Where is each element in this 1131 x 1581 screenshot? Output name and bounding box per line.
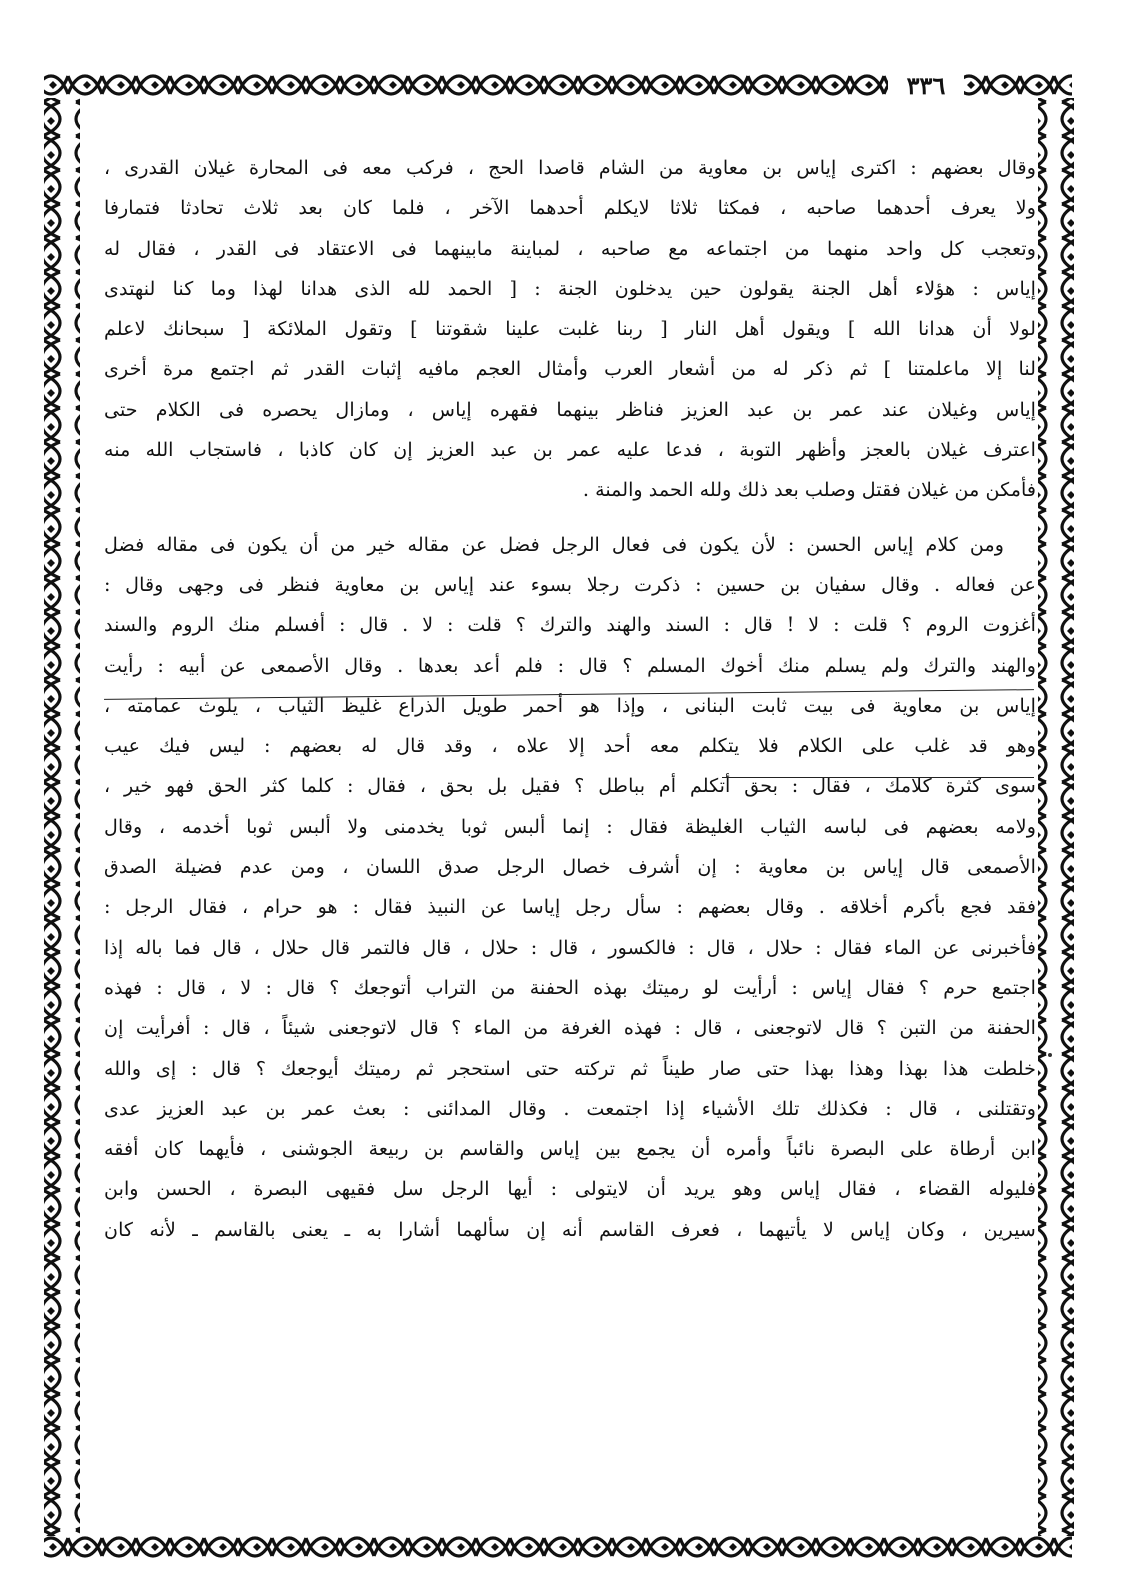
text-line: وقال بعضهم : اكترى إياس بن معاوية من الشام قاصدا الحج ، فركب معه فى المحارة غيلان القدرى ،: [104, 156, 1036, 179]
text-line: والهند والترك ولم يسلم منك أخوك المسلم ؟ قال : فلم أعد بعدها . وقال الأصمعى عن أبيه : رأيت: [104, 653, 1036, 677]
text-line: فليوله القضاء ، فقال إياس وهو يريد أن لايتولى : أيها الرجل سل فقيهى البصرة ، الحسن وابن: [104, 1177, 1036, 1201]
text-line: وهو قد غلب على الكلام فلا يتكلم معه أحد إلا علاه ، وقد قال له بعضهم : ليس فيك عيب: [104, 734, 1036, 758]
text-line: الأصمعى قال إياس بن معاوية : إن أشرف خصال الرجل صدق اللسان ، ومن عدم فضيلة الصدق: [104, 855, 1036, 879]
text-line: لولا أن هدانا الله ] ويقول أهل النار [ ربنا غلبت علينا شقوتنا ] وتقول الملائكة [ سبحانك لاعلم: [104, 317, 1036, 341]
text-line: ومن كلام إياس الحسن : لأن يكون فى فعال الرجل فضل عن مقاله خير من أن يكون فى مقاله فضل: [104, 532, 1004, 556]
margin-mark: [1048, 1053, 1052, 1057]
text-line: ولامه بعضهم فى لباسه الثياب الغليظة فقال : إنما ألبس ثوبا يخدمنى ولا ألبس ثوبا أخدمه ، وقال: [104, 814, 1036, 838]
text-line: إياس وغيلان عند عمر بن عبد العزيز فناظر بينهما فقهره إياس ، ومازال يحصره فى الكلام حتى: [104, 397, 1036, 421]
body-text: [104, 148, 1036, 1520]
text-line: اجتمع حرم ؟ فقال إياس : أرأيت لو رميتك بهذه الحفنة من التراب أتوجعك ؟ قال : لا ، قال : فهذه: [104, 975, 1036, 999]
border-left: [44, 98, 80, 1536]
text-line: إياس بن معاوية فى بيت ثابت البنانى ، وإذا هو أحمر طويل الذراع غليظ الثياب ، يلوث عمامته ،: [104, 693, 1036, 717]
text-line: عن فعاله . وقال سفيان بن حسين : ذكرت رجلا بسوء عند إياس بن معاوية فنظر فى وجهى وقال :: [104, 572, 1036, 596]
text-line: وتعجب كل واحد منهما من اجتماعه مع صاحبه ، لمباينة مابينهما فى الاعتقاد فى القدر ، فقال له: [104, 236, 1036, 260]
text-line: الحفنة من التبن ؟ قال لاتوجعنى ، قال : فهذه الغرفة من الماء ؟ قال لاتوجعنى شيئاً ، قال : أفرأيت إن: [104, 1016, 1036, 1040]
text-line: لنا إلا ماعلمتنا ] ثم ذكر له من أشعار العرب وأمثال العجم مافيه إثبات القدر ثم اجتمع مرة أخرى: [104, 357, 1036, 381]
text-line: خلطت هذا بهذا وهذا بهذا حتى صار طيناً ثم تركته حتى استحجر ثم رميتك أيوجعك ؟ قال : إى والله: [104, 1056, 1036, 1080]
text-line: وتقتلنى ، قال : فكذلك تلك الأشياء إذا اجتمعت . وقال المدائنى : بعث عمر بن عبد العزيز عدى: [104, 1096, 1036, 1120]
border-right: [1038, 98, 1074, 1536]
text-line: سيرين ، وكان إياس لا يأتيهما ، فعرف القاسم أنه إن سألهما أشارا به ـ يعنى بالقاسم ـ لأنه كان: [104, 1217, 1036, 1241]
text-line: ابن أرطاة على البصرة نائباً وأمره أن يجمع بين إياس والقاسم بن ربيعة الجوشنى ، فأيهما كان أفقه: [104, 1137, 1036, 1161]
text-line: إياس : هؤلاء أهل الجنة يقولون حين يدخلون الجنة : [ الحمد لله الذى هدانا لهذا وما كنا لنهتدى: [104, 276, 1036, 300]
text-line: فأخبرنى عن الماء فقال : حلال ، قال : فالكسور ، قال : حلال ، قال فالتمر قال حلال ، قال فما باله إذا: [104, 935, 1036, 959]
text-line: أغزوت الروم ؟ قلت : لا ! قال : السند والهند والترك ؟ قلت : لا . قال : أفسلم منك الروم والسند: [104, 613, 1036, 637]
text-line: ولا يعرف أحدهما صاحبه ، فمكثا ثلاثا لايكلم أحدهما الآخر ، فلما كان بعد ثلاث تحادثا فتمارفا: [104, 196, 1036, 220]
border-bottom: [44, 1532, 1072, 1568]
text-line: سوى كثرة كلامك ، فقال : بحق أتكلم أم بباطل ؟ فقيل بل بحق ، فقال : كلما كثر الحق فهو خير ،: [104, 774, 1036, 798]
text-line: اعترف غيلان بالعجز وأظهر التوبة ، فدعا عليه عمر بن عبد العزيز إن كان كاذبا ، فاستجاب الله منه: [104, 438, 1036, 462]
text-line: فأمكن من غيلان فقتل وصلب بعد ذلك ولله الحمد والمنة .: [582, 478, 1036, 502]
page-number: ٣٣٦: [888, 68, 964, 104]
text-line: فقد فجع بأكرم أخلاقه . وقال بعضهم : سأل رجل إياسا عن النبيذ فقال : هو حرام ، فقال الرجل :: [104, 895, 1036, 919]
paragraph-gap: [104, 511, 1036, 525]
handwritten-underline: [722, 777, 1034, 778]
